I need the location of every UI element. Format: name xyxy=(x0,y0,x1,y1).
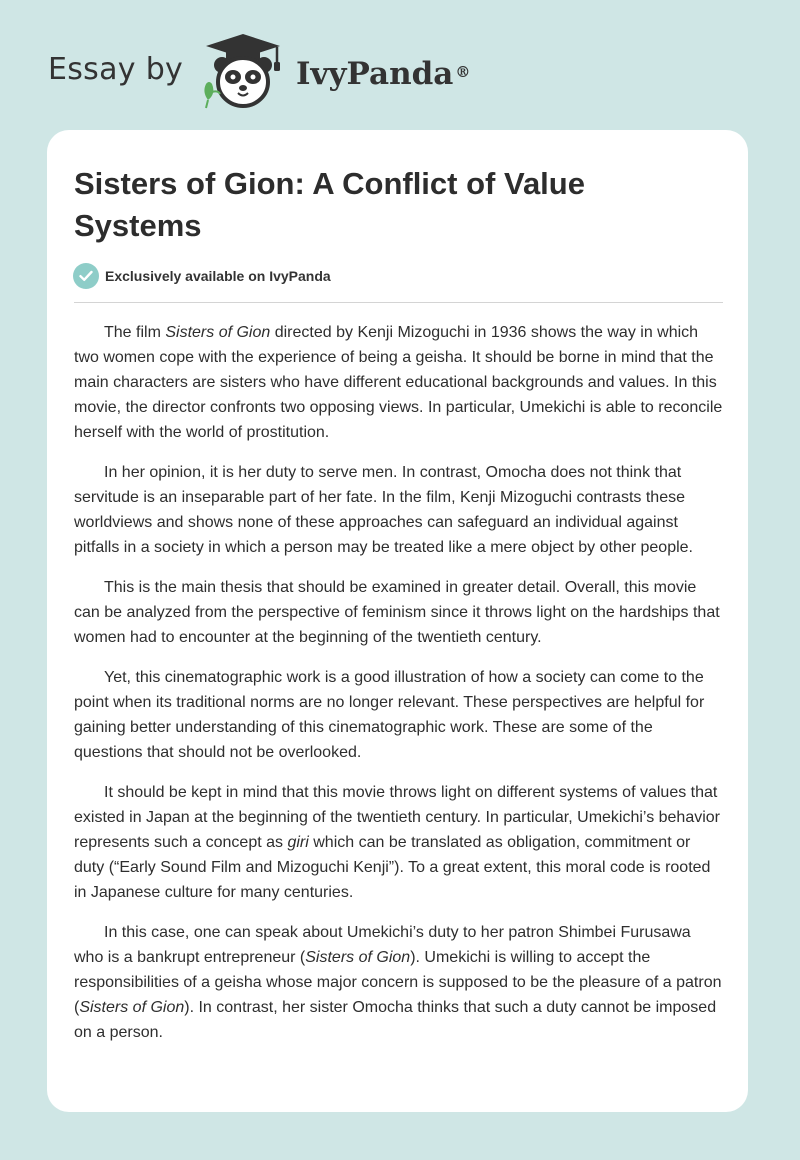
divider xyxy=(74,302,723,303)
site-header xyxy=(0,0,800,120)
paragraph: The film Sisters of Gion directed by Kenji Mizoguchi in 1936 shows the way in which two women cope with the experience of being a geisha. It should be borne in mind that the main characters are sisters who have different educational backgrounds and values. In this movie, the director confronts two opposing views. In particular, Umekichi is able to reconcile herself with the world of prostitution. xyxy=(74,324,723,441)
exclusive-badge xyxy=(73,263,331,289)
brand-name[interactable] xyxy=(296,54,470,94)
paragraph: It should be kept in mind that this movie throws light on different systems of values that existed in Japan at the beginning of the twentieth century. In particular, Umekichi’s behavior represents such a concept as giri which can be translated as obligation, commitment or duty (“Early Sound Film and Mizoguchi Kenji”). To a great extent, this moral code is rooted in Japanese culture for many centuries. xyxy=(74,784,721,901)
page-title: Sisters of Gion: A Conflict of Value Systems xyxy=(74,166,585,243)
paragraph: In her opinion, it is her duty to serve men. In contrast, Omocha does not think that servitude is an inseparable part of her fate. In the film, Kenji Mizoguchi contrasts these worldviews and shows none of these approaches can safeguard an individual against pitfalls in a society in which a person may be treated like a mere object by other people. xyxy=(74,464,693,556)
essay-by-label: Essay by xyxy=(48,52,184,87)
exclusive-badge-label: Exclusively available on IvyPanda xyxy=(105,268,331,284)
brand-label: IvyPanda xyxy=(296,56,454,92)
registered-mark: ® xyxy=(455,63,471,81)
essay-body xyxy=(74,320,724,1060)
paragraph: In this case, one can speak about Umekichi’s duty to her patron Shimbei Furusawa who is a bankrupt entrepreneur (Sisters of Gion). Umekichi is willing to accept the responsibilities of a geisha whose major concern is supposed to be the pleasure of a patron (Sisters of Gion). In contrast, her sister Omocha thinks that such a duty cannot be imposed on a person. xyxy=(74,924,722,1041)
panda-graduate-logo-icon xyxy=(200,32,286,112)
paragraph: This is the main thesis that should be examined in greater detail. Overall, this movie can be analyzed from the perspective of feminism since it throws light on the hardships that women had to encounter at the beginning of the twentieth century. xyxy=(74,579,720,646)
essay-card xyxy=(47,130,748,1112)
check-icon xyxy=(73,263,99,289)
paragraph: Yet, this cinematographic work is a good illustration of how a society can come to the point when its traditional norms are no longer relevant. These perspectives are helpful for gaining better understanding of this cinematographic work. These are some of the questions that should not be overlooked. xyxy=(74,669,705,761)
